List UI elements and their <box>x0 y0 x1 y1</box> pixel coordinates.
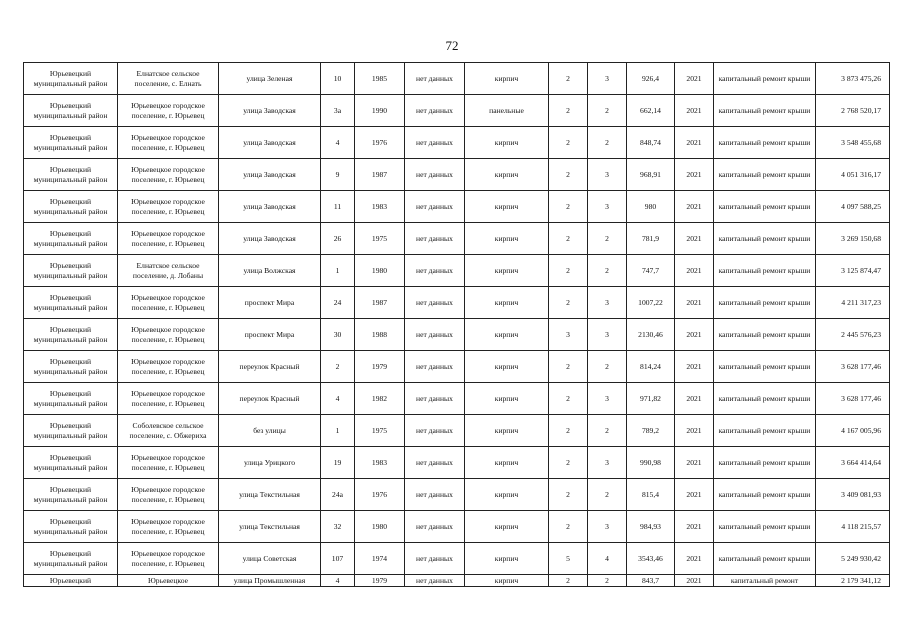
work-type-cell: капитальный ремонт крыши <box>714 479 816 511</box>
street-cell: улица Заводская <box>219 127 321 159</box>
work-type-cell: капитальный ремонт крыши <box>714 319 816 351</box>
floors-cell: 2 <box>549 383 588 415</box>
work-type-cell: капитальный ремонт крыши <box>714 255 816 287</box>
commissioning-cell: нет данных <box>405 287 465 319</box>
area-cell: 3543,46 <box>627 543 675 575</box>
commissioning-cell: нет данных <box>405 159 465 191</box>
entrances-cell: 2 <box>588 415 627 447</box>
street-cell: улица Промышленная <box>219 575 321 587</box>
commissioning-cell: нет данных <box>405 479 465 511</box>
wall-material-cell: кирпич <box>465 319 549 351</box>
floors-cell: 2 <box>549 479 588 511</box>
table-row <box>24 255 890 287</box>
house-number-cell: 9 <box>321 159 355 191</box>
commissioning-cell: нет данных <box>405 223 465 255</box>
table-row <box>24 415 890 447</box>
table-row <box>24 511 890 543</box>
work-type-cell: капитальный ремонт <box>714 575 816 587</box>
year-built-cell: 1987 <box>355 159 405 191</box>
year-built-cell: 1979 <box>355 351 405 383</box>
wall-material-cell: кирпич <box>465 383 549 415</box>
house-number-cell: 11 <box>321 191 355 223</box>
floors-cell: 2 <box>549 255 588 287</box>
entrances-cell: 3 <box>588 383 627 415</box>
district-cell: Юрьевецкий муниципальный район <box>24 415 118 447</box>
entrances-cell: 2 <box>588 479 627 511</box>
wall-material-cell: кирпич <box>465 447 549 479</box>
street-cell: без улицы <box>219 415 321 447</box>
cost-cell: 3 269 150,68 <box>816 223 890 255</box>
street-cell: проспект Мира <box>219 287 321 319</box>
year-built-cell: 1990 <box>355 95 405 127</box>
floors-cell: 2 <box>549 415 588 447</box>
floors-cell: 2 <box>549 287 588 319</box>
settlement-cell: Елнатское сельское поселение, с. Елнать <box>118 63 219 95</box>
work-year-cell: 2021 <box>675 511 714 543</box>
district-cell: Юрьевецкий муниципальный район <box>24 383 118 415</box>
district-cell: Юрьевецкий муниципальный район <box>24 511 118 543</box>
cost-cell: 3 409 081,93 <box>816 479 890 511</box>
house-number-cell: 24а <box>321 479 355 511</box>
house-number-cell: 24 <box>321 287 355 319</box>
settlement-cell: Юрьевецкое городское поселение, г. Юрьевец <box>118 287 219 319</box>
table-row <box>24 447 890 479</box>
year-built-cell: 1975 <box>355 415 405 447</box>
page-number: 72 <box>445 38 459 53</box>
year-built-cell: 1982 <box>355 383 405 415</box>
work-year-cell: 2021 <box>675 159 714 191</box>
entrances-cell: 3 <box>588 287 627 319</box>
area-cell: 2130,46 <box>627 319 675 351</box>
year-built-cell: 1983 <box>355 191 405 223</box>
district-cell: Юрьевецкий <box>24 575 118 587</box>
year-built-cell: 1983 <box>355 447 405 479</box>
area-cell: 926,4 <box>627 63 675 95</box>
floors-cell: 2 <box>549 575 588 587</box>
street-cell: улица Урицкого <box>219 447 321 479</box>
work-type-cell: капитальный ремонт крыши <box>714 223 816 255</box>
buildings-table <box>23 62 890 587</box>
work-year-cell: 2021 <box>675 543 714 575</box>
work-year-cell: 2021 <box>675 415 714 447</box>
table-row <box>24 63 890 95</box>
street-cell: улица Заводская <box>219 95 321 127</box>
floors-cell: 3 <box>549 319 588 351</box>
cost-cell: 2 179 341,12 <box>816 575 890 587</box>
cost-cell: 3 628 177,46 <box>816 351 890 383</box>
area-cell: 781,9 <box>627 223 675 255</box>
work-type-cell: капитальный ремонт крыши <box>714 415 816 447</box>
year-built-cell: 1979 <box>355 575 405 587</box>
wall-material-cell: кирпич <box>465 191 549 223</box>
year-built-cell: 1980 <box>355 255 405 287</box>
year-built-cell: 1980 <box>355 511 405 543</box>
area-cell: 984,93 <box>627 511 675 543</box>
commissioning-cell: нет данных <box>405 255 465 287</box>
work-year-cell: 2021 <box>675 447 714 479</box>
entrances-cell: 3 <box>588 447 627 479</box>
cost-cell: 4 097 588,25 <box>816 191 890 223</box>
table-row <box>24 223 890 255</box>
entrances-cell: 3 <box>588 63 627 95</box>
table-row <box>24 351 890 383</box>
year-built-cell: 1985 <box>355 63 405 95</box>
wall-material-cell: кирпич <box>465 287 549 319</box>
work-year-cell: 2021 <box>675 191 714 223</box>
settlement-cell: Юрьевецкое городское поселение, г. Юрьевец <box>118 223 219 255</box>
house-number-cell: 1 <box>321 415 355 447</box>
cost-cell: 2 445 576,23 <box>816 319 890 351</box>
area-cell: 815,4 <box>627 479 675 511</box>
house-number-cell: 30 <box>321 319 355 351</box>
settlement-cell: Юрьевецкое городское поселение, г. Юрьевец <box>118 479 219 511</box>
work-type-cell: капитальный ремонт крыши <box>714 127 816 159</box>
commissioning-cell: нет данных <box>405 447 465 479</box>
floors-cell: 2 <box>549 447 588 479</box>
street-cell: улица Зеленая <box>219 63 321 95</box>
settlement-cell: Юрьевецкое городское поселение, г. Юрьевец <box>118 447 219 479</box>
work-year-cell: 2021 <box>675 319 714 351</box>
wall-material-cell: кирпич <box>465 511 549 543</box>
cost-cell: 4 051 316,17 <box>816 159 890 191</box>
work-type-cell: капитальный ремонт крыши <box>714 191 816 223</box>
cost-cell: 2 768 520,17 <box>816 95 890 127</box>
year-built-cell: 1976 <box>355 479 405 511</box>
settlement-cell: Юрьевецкое городское поселение, г. Юрьевец <box>118 319 219 351</box>
cost-cell: 3 628 177,46 <box>816 383 890 415</box>
table-row <box>24 319 890 351</box>
work-year-cell: 2021 <box>675 127 714 159</box>
house-number-cell: 2 <box>321 351 355 383</box>
work-year-cell: 2021 <box>675 287 714 319</box>
area-cell: 968,91 <box>627 159 675 191</box>
work-type-cell: капитальный ремонт крыши <box>714 543 816 575</box>
commissioning-cell: нет данных <box>405 543 465 575</box>
wall-material-cell: кирпич <box>465 63 549 95</box>
cost-cell: 3 873 475,26 <box>816 63 890 95</box>
table-row <box>24 575 890 587</box>
wall-material-cell: кирпич <box>465 351 549 383</box>
wall-material-cell: кирпич <box>465 223 549 255</box>
wall-material-cell: кирпич <box>465 255 549 287</box>
district-cell: Юрьевецкий муниципальный район <box>24 319 118 351</box>
cost-cell: 3 125 874,47 <box>816 255 890 287</box>
settlement-cell: Елнатское сельское поселение, д. Лобаны <box>118 255 219 287</box>
table-row <box>24 191 890 223</box>
work-type-cell: капитальный ремонт крыши <box>714 287 816 319</box>
area-cell: 980 <box>627 191 675 223</box>
house-number-cell: 3а <box>321 95 355 127</box>
house-number-cell: 10 <box>321 63 355 95</box>
floors-cell: 2 <box>549 191 588 223</box>
table-row <box>24 543 890 575</box>
floors-cell: 5 <box>549 543 588 575</box>
entrances-cell: 2 <box>588 255 627 287</box>
house-number-cell: 4 <box>321 383 355 415</box>
work-type-cell: капитальный ремонт крыши <box>714 95 816 127</box>
district-cell: Юрьевецкий муниципальный район <box>24 479 118 511</box>
house-number-cell: 4 <box>321 575 355 587</box>
district-cell: Юрьевецкий муниципальный район <box>24 191 118 223</box>
district-cell: Юрьевецкий муниципальный район <box>24 159 118 191</box>
commissioning-cell: нет данных <box>405 319 465 351</box>
settlement-cell: Юрьевецкое <box>118 575 219 587</box>
settlement-cell: Соболевское сельское поселение, с. Обжериха <box>118 415 219 447</box>
commissioning-cell: нет данных <box>405 127 465 159</box>
area-cell: 848,74 <box>627 127 675 159</box>
work-year-cell: 2021 <box>675 383 714 415</box>
street-cell: улица Текстильная <box>219 479 321 511</box>
cost-cell: 3 664 414,64 <box>816 447 890 479</box>
settlement-cell: Юрьевецкое городское поселение, г. Юрьевец <box>118 95 219 127</box>
commissioning-cell: нет данных <box>405 351 465 383</box>
house-number-cell: 107 <box>321 543 355 575</box>
wall-material-cell: панельные <box>465 95 549 127</box>
cost-cell: 4 167 005,96 <box>816 415 890 447</box>
entrances-cell: 2 <box>588 223 627 255</box>
commissioning-cell: нет данных <box>405 575 465 587</box>
table-body <box>24 63 890 587</box>
commissioning-cell: нет данных <box>405 383 465 415</box>
area-cell: 789,2 <box>627 415 675 447</box>
floors-cell: 2 <box>549 351 588 383</box>
house-number-cell: 32 <box>321 511 355 543</box>
settlement-cell: Юрьевецкое городское поселение, г. Юрьевец <box>118 383 219 415</box>
street-cell: улица Волжская <box>219 255 321 287</box>
street-cell: улица Заводская <box>219 159 321 191</box>
cost-cell: 5 249 930,42 <box>816 543 890 575</box>
year-built-cell: 1974 <box>355 543 405 575</box>
wall-material-cell: кирпич <box>465 159 549 191</box>
house-number-cell: 1 <box>321 255 355 287</box>
district-cell: Юрьевецкий муниципальный район <box>24 351 118 383</box>
commissioning-cell: нет данных <box>405 511 465 543</box>
wall-material-cell: кирпич <box>465 543 549 575</box>
floors-cell: 2 <box>549 159 588 191</box>
area-cell: 747,7 <box>627 255 675 287</box>
table-row <box>24 159 890 191</box>
work-year-cell: 2021 <box>675 255 714 287</box>
street-cell: улица Советская <box>219 543 321 575</box>
work-year-cell: 2021 <box>675 63 714 95</box>
work-year-cell: 2021 <box>675 223 714 255</box>
work-type-cell: капитальный ремонт крыши <box>714 383 816 415</box>
work-year-cell: 2021 <box>675 575 714 587</box>
area-cell: 814,24 <box>627 351 675 383</box>
settlement-cell: Юрьевецкое городское поселение, г. Юрьевец <box>118 351 219 383</box>
table-row <box>24 287 890 319</box>
work-type-cell: капитальный ремонт крыши <box>714 447 816 479</box>
entrances-cell: 2 <box>588 95 627 127</box>
entrances-cell: 4 <box>588 543 627 575</box>
area-cell: 971,82 <box>627 383 675 415</box>
street-cell: улица Заводская <box>219 191 321 223</box>
table-row <box>24 95 890 127</box>
street-cell: улица Заводская <box>219 223 321 255</box>
work-type-cell: капитальный ремонт крыши <box>714 351 816 383</box>
street-cell: переулок Красный <box>219 383 321 415</box>
work-type-cell: капитальный ремонт крыши <box>714 63 816 95</box>
commissioning-cell: нет данных <box>405 191 465 223</box>
area-cell: 662,14 <box>627 95 675 127</box>
cost-cell: 4 118 215,57 <box>816 511 890 543</box>
area-cell: 1007,22 <box>627 287 675 319</box>
settlement-cell: Юрьевецкое городское поселение, г. Юрьевец <box>118 159 219 191</box>
table-row <box>24 383 890 415</box>
area-cell: 990,98 <box>627 447 675 479</box>
wall-material-cell: кирпич <box>465 575 549 587</box>
wall-material-cell: кирпич <box>465 415 549 447</box>
district-cell: Юрьевецкий муниципальный район <box>24 543 118 575</box>
entrances-cell: 3 <box>588 159 627 191</box>
district-cell: Юрьевецкий муниципальный район <box>24 287 118 319</box>
commissioning-cell: нет данных <box>405 95 465 127</box>
street-cell: улица Текстильная <box>219 511 321 543</box>
district-cell: Юрьевецкий муниципальный район <box>24 223 118 255</box>
entrances-cell: 2 <box>588 127 627 159</box>
floors-cell: 2 <box>549 127 588 159</box>
commissioning-cell: нет данных <box>405 63 465 95</box>
settlement-cell: Юрьевецкое городское поселение, г. Юрьевец <box>118 511 219 543</box>
year-built-cell: 1976 <box>355 127 405 159</box>
district-cell: Юрьевецкий муниципальный район <box>24 447 118 479</box>
work-type-cell: капитальный ремонт крыши <box>714 511 816 543</box>
entrances-cell: 3 <box>588 191 627 223</box>
work-year-cell: 2021 <box>675 95 714 127</box>
district-cell: Юрьевецкий муниципальный район <box>24 127 118 159</box>
house-number-cell: 19 <box>321 447 355 479</box>
commissioning-cell: нет данных <box>405 415 465 447</box>
wall-material-cell: кирпич <box>465 479 549 511</box>
floors-cell: 2 <box>549 95 588 127</box>
year-built-cell: 1987 <box>355 287 405 319</box>
entrances-cell: 2 <box>588 351 627 383</box>
district-cell: Юрьевецкий муниципальный район <box>24 63 118 95</box>
area-cell: 843,7 <box>627 575 675 587</box>
work-year-cell: 2021 <box>675 479 714 511</box>
work-type-cell: капитальный ремонт крыши <box>714 159 816 191</box>
house-number-cell: 4 <box>321 127 355 159</box>
cost-cell: 3 548 455,68 <box>816 127 890 159</box>
street-cell: проспект Мира <box>219 319 321 351</box>
wall-material-cell: кирпич <box>465 127 549 159</box>
floors-cell: 2 <box>549 63 588 95</box>
street-cell: переулок Красный <box>219 351 321 383</box>
year-built-cell: 1988 <box>355 319 405 351</box>
settlement-cell: Юрьевецкое городское поселение, г. Юрьевец <box>118 543 219 575</box>
entrances-cell: 3 <box>588 319 627 351</box>
cost-cell: 4 211 317,23 <box>816 287 890 319</box>
entrances-cell: 3 <box>588 511 627 543</box>
year-built-cell: 1975 <box>355 223 405 255</box>
table-row <box>24 127 890 159</box>
settlement-cell: Юрьевецкое городское поселение, г. Юрьевец <box>118 127 219 159</box>
floors-cell: 2 <box>549 511 588 543</box>
district-cell: Юрьевецкий муниципальный район <box>24 255 118 287</box>
table-row <box>24 479 890 511</box>
house-number-cell: 26 <box>321 223 355 255</box>
entrances-cell: 2 <box>588 575 627 587</box>
settlement-cell: Юрьевецкое городское поселение, г. Юрьевец <box>118 191 219 223</box>
floors-cell: 2 <box>549 223 588 255</box>
district-cell: Юрьевецкий муниципальный район <box>24 95 118 127</box>
work-year-cell: 2021 <box>675 351 714 383</box>
